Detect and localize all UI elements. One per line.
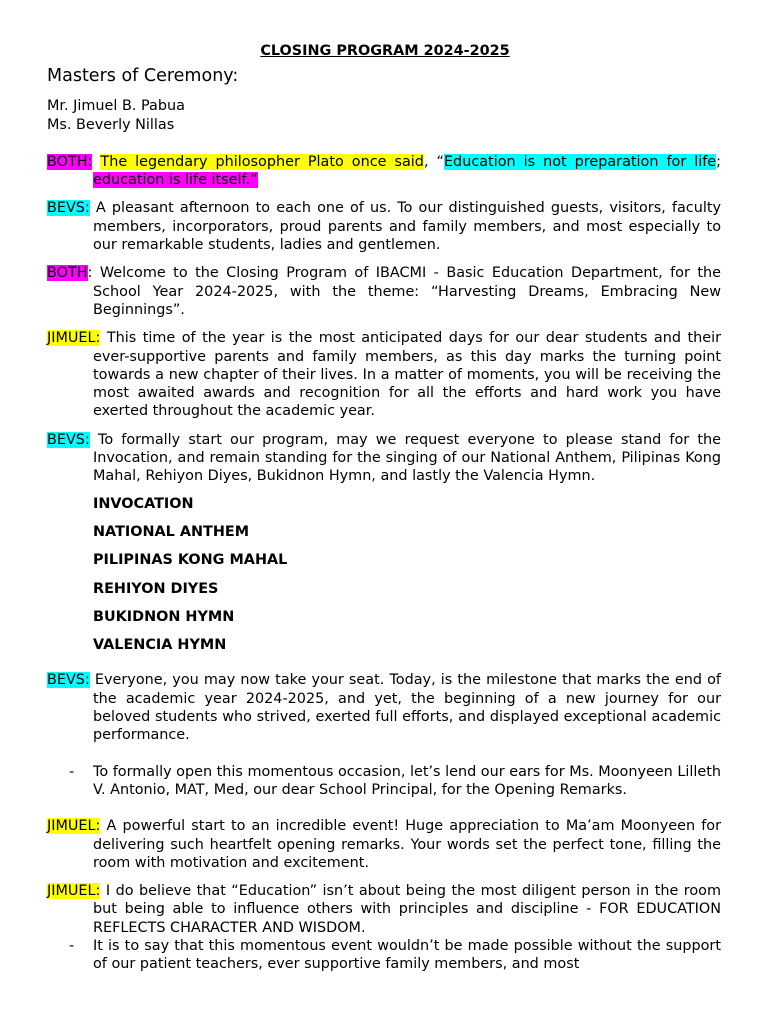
bullet-opening-remarks <box>47 763 721 800</box>
program-item: REHIYON DIYES <box>93 580 219 597</box>
paragraph-text: : Welcome to the Closing Program of IBACMI - Basic Education Department, for the School Year 2024-2025, with the theme: “Harvesting Dreams, Embracing New Beginnings”. <box>87 265 721 318</box>
script-paragraph-bevs-start <box>47 431 721 486</box>
paragraph-text: Everyone, you may now take your seat. Today, is the milestone that marks the end of the academic year 2024-2025, and yet, the beginning of a new journey for our beloved students who strived, exerted full efforts, and displayed exceptional academic performance. <box>89 672 721 744</box>
emcee-list <box>47 97 721 134</box>
program-item: BUKIDNON HYMN <box>93 608 235 625</box>
speaker-tag-bevs: BEVS: <box>47 431 90 448</box>
script-paragraph-both-plato <box>47 153 721 190</box>
program-item: INVOCATION <box>93 495 194 512</box>
document-title: CLOSING PROGRAM 2024-2025 <box>260 43 510 59</box>
masters-of-ceremony-heading: Masters of Ceremony: <box>47 66 239 87</box>
program-item: NATIONAL ANTHEM <box>93 523 250 540</box>
highlighted-text: The legendary philosopher Plato once said <box>100 153 424 170</box>
script-paragraph-both-welcome <box>47 264 721 319</box>
speaker-tag-bevs: BEVS: <box>47 200 90 217</box>
dash-marker: - <box>69 937 75 954</box>
highlighted-quote: Education is not preparation for life <box>443 153 717 170</box>
paragraph-text: This time of the year is the most anticipated days for our dear students and their ever-supportive parents and family members, as this day marks the turning point towards a new chapter of their lives. In a matter of moments, you will be receiving the most awaited awards and recognition for all the efforts and hard work you have exerted throughout the academic year. <box>93 330 721 420</box>
speaker-tag-both: BOTH: <box>47 153 93 170</box>
bullet-text: It is to say that this momentous event wouldn’t be made possible without the support of our patient teachers, ever supportive family members, and most <box>93 937 721 973</box>
program-item: PILIPINAS KONG MAHAL <box>93 552 288 569</box>
speaker-tag-both: BOTH <box>47 265 88 282</box>
paragraph-text: To formally start our program, may we request everyone to please stand for the Invocation, and remain standing for the singing of our National Anthem, Pilipinas Kong Mahal, Rehiyon Diyes, Bukidnon Hymn, and lastly the Valencia Hymn. <box>89 431 721 485</box>
program-item: VALENCIA HYMN <box>93 637 227 654</box>
script-paragraph-bevs-seat <box>47 671 721 744</box>
paragraph-text: ; <box>716 153 722 170</box>
bullet-text: To formally open this momentous occasion, let’s lend our ears for Ms. Moonyeen Lilleth V. Antonio, MAT, Med, our dear School Principal, for the Opening Remarks. <box>93 763 721 798</box>
dash-marker: - <box>69 763 75 780</box>
paragraph-text: , “ <box>423 153 444 170</box>
highlighted-quote: education is life itself.” <box>93 172 258 189</box>
paragraph-text: I do believe that “Education” isn’t about being the most diligent person in the room but being able to influence others with principles and discipline - FOR EDUCATION REFLECTS CHARACTER AND WISDOM. <box>93 883 721 936</box>
script-paragraph-bevs-greeting <box>47 199 721 254</box>
program-items-list <box>47 495 721 655</box>
script-paragraph-jimuel-anticipated <box>47 329 721 420</box>
emcee-name: Mr. Jimuel B. Pabua <box>47 98 185 115</box>
speaker-tag-bevs: BEVS: <box>47 672 90 689</box>
paragraph-text: A powerful start to an incredible event! Huge appreciation to Ma’am Moonyeen for delivering such heartfelt opening remarks. Your words set the perfect tone, filling the room with motivation and excitement. <box>93 818 721 871</box>
speaker-tag-jimuel: JIMUEL: <box>47 330 101 347</box>
bullet-momentous-event <box>47 937 721 974</box>
script-paragraph-jimuel-education <box>47 882 721 937</box>
paragraph-text: A pleasant afternoon to each one of us. To our distinguished guests, visitors, faculty members, incorporators, proud parents and family members, and most especially to our remarkable students, ladies and gentlemen. <box>89 200 721 254</box>
speaker-tag-jimuel: JIMUEL: <box>47 883 101 900</box>
script-paragraph-jimuel-powerful-start <box>47 817 721 872</box>
emcee-name: Ms. Beverly Nillas <box>47 116 175 133</box>
speaker-tag-jimuel: JIMUEL: <box>47 818 101 835</box>
